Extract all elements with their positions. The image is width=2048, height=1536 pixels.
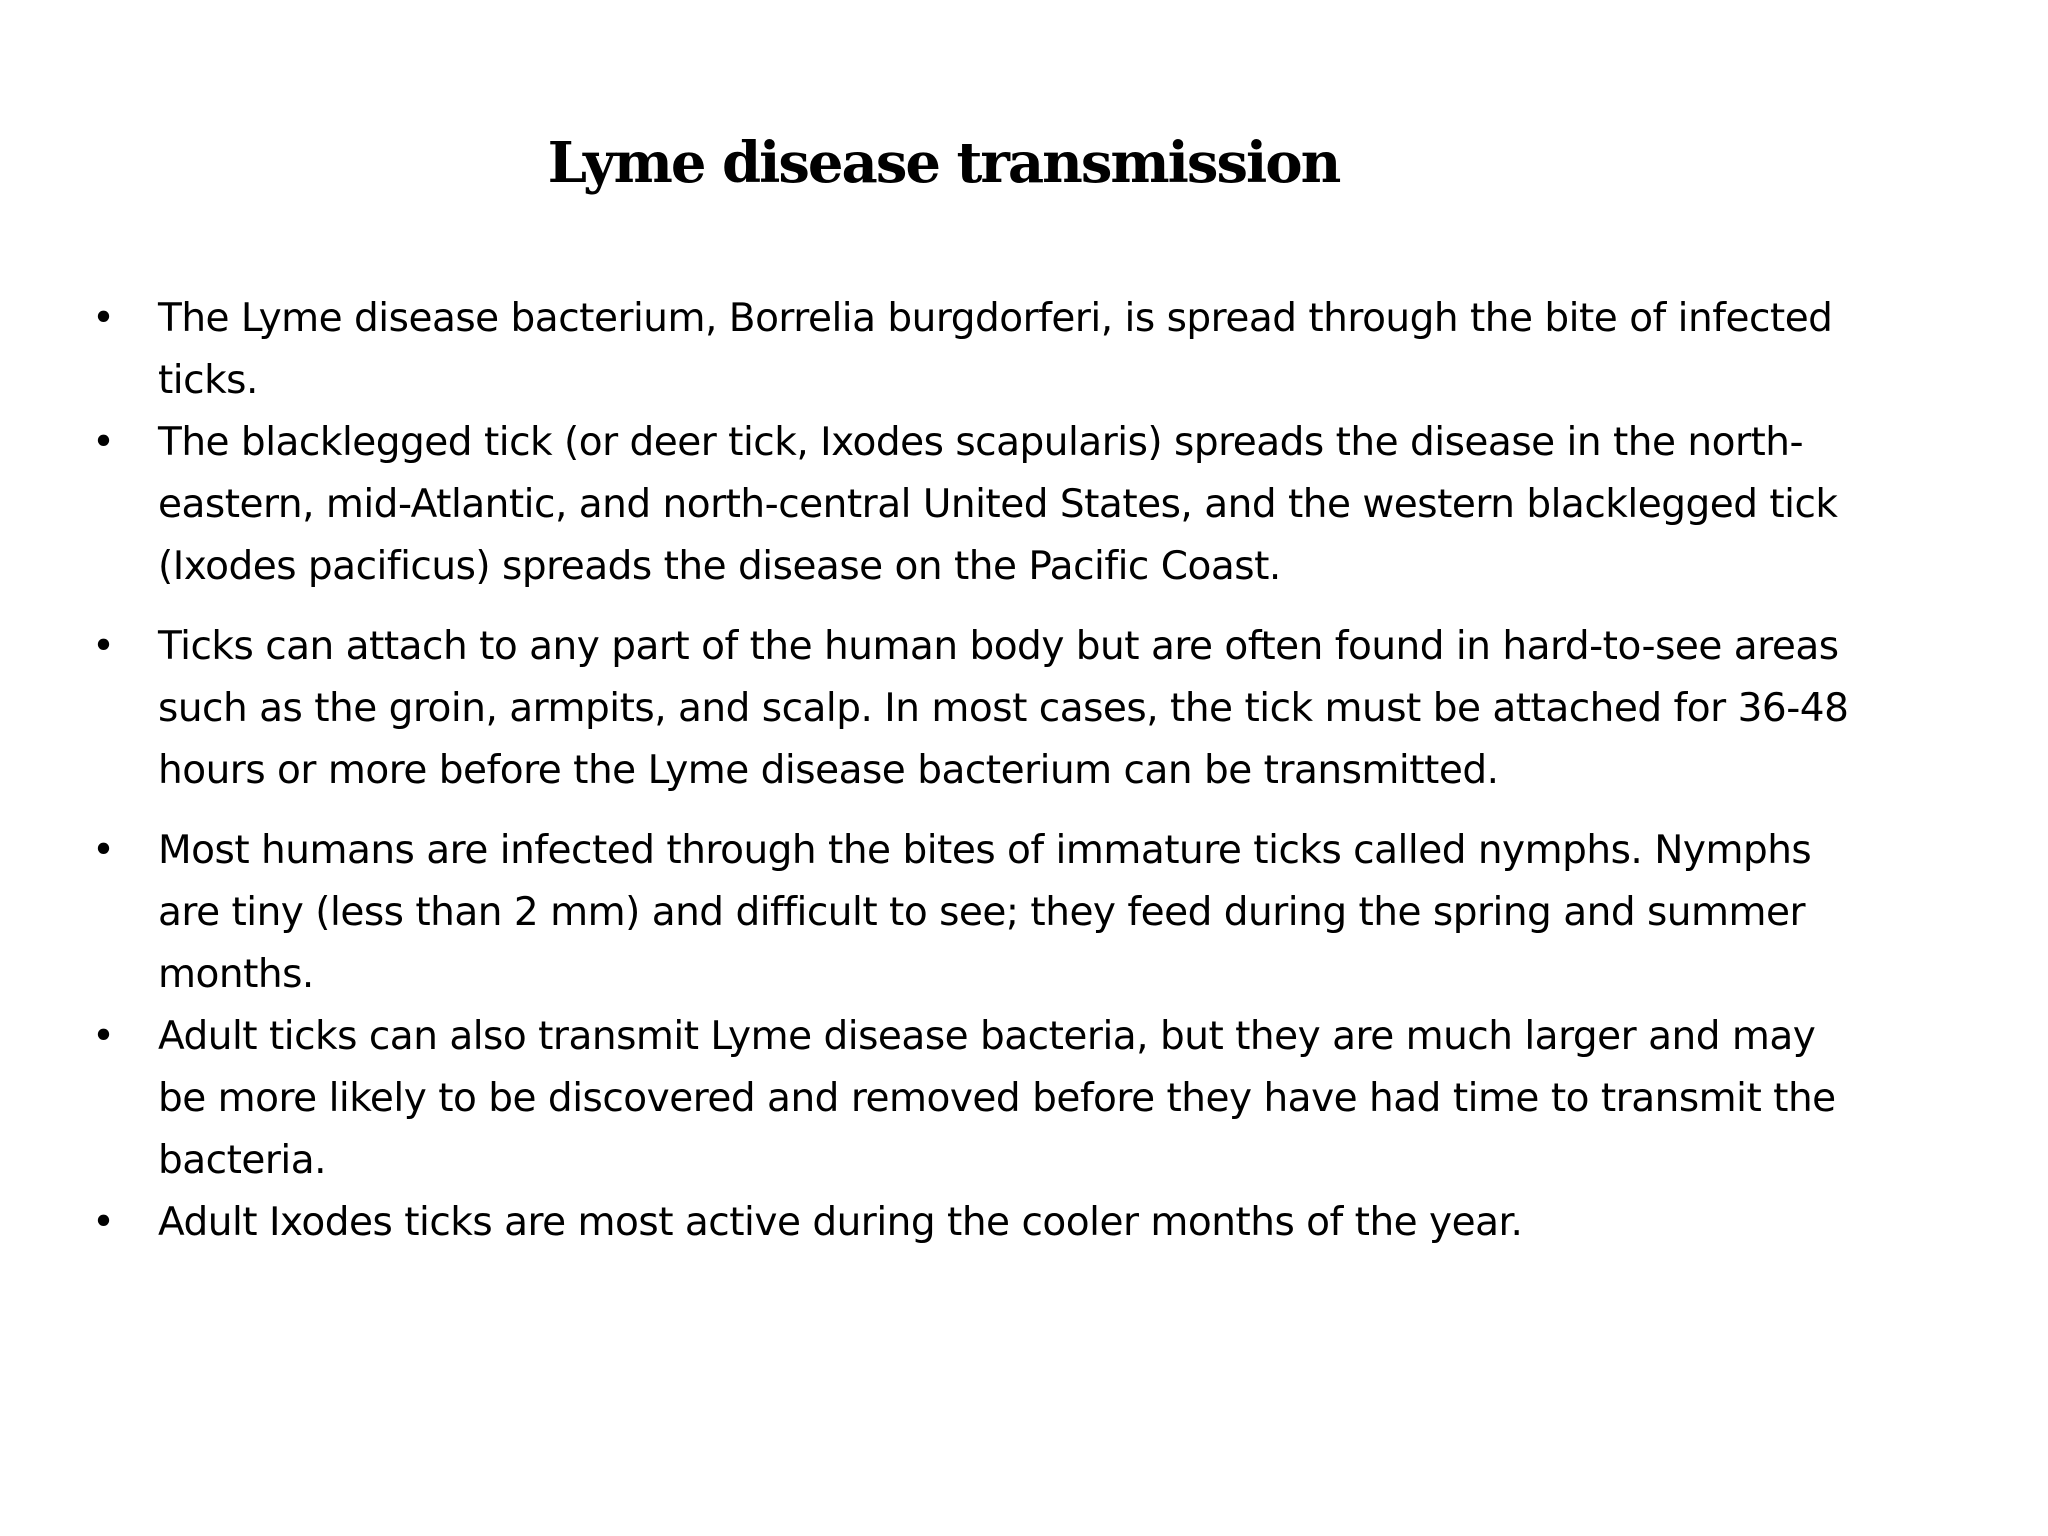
bullet-item — [86, 820, 1866, 1006]
slide-title: Lyme disease transmission — [547, 130, 1340, 196]
bullet-list — [86, 288, 1866, 1254]
bullet-dot-icon: • — [92, 624, 115, 669]
bullet-item — [86, 1192, 1866, 1254]
bullet-text: The blacklegged tick (or deer tick, Ixodes scapularis) spreads the disease in the north-eastern, mid-Atlantic, and north-central United States, and the western blacklegged tick (Ixodes pacificus) spreads the disease on the Pacific Coast. — [158, 420, 1838, 589]
bullet-item — [86, 1006, 1866, 1192]
bullet-text: Most humans are infected through the bites of immature ticks called nymphs. Nymphs are tiny (less than 2 mm) and difficult to see; they feed during the spring and summer months. — [158, 828, 1812, 997]
bullet-dot-icon: • — [92, 296, 115, 341]
bullet-text: Adult ticks can also transmit Lyme disease bacteria, but they are much larger and may be more likely to be discovered and removed before they have had time to transmit the bacteria. — [158, 1014, 1836, 1183]
bullet-item — [86, 412, 1866, 598]
bullet-text: The Lyme disease bacterium, Borrelia burgdorferi, is spread through the bite of infected ticks. — [158, 296, 1833, 403]
bullet-item — [86, 616, 1866, 802]
bullet-text: Adult Ixodes ticks are most active during the cooler months of the year. — [158, 1200, 1523, 1245]
bullet-dot-icon: • — [92, 420, 115, 465]
bullet-dot-icon: • — [92, 828, 115, 873]
bullet-item — [86, 288, 1866, 412]
bullet-text: Ticks can attach to any part of the human body but are often found in hard-to-see areas such as the groin, armpits, and scalp. In most cases, the tick must be attached for 36-48 hours or more before the Lyme disease bacterium can be transmitted. — [158, 624, 1849, 793]
bullet-dot-icon: • — [92, 1200, 115, 1245]
bullet-dot-icon: • — [92, 1014, 115, 1059]
